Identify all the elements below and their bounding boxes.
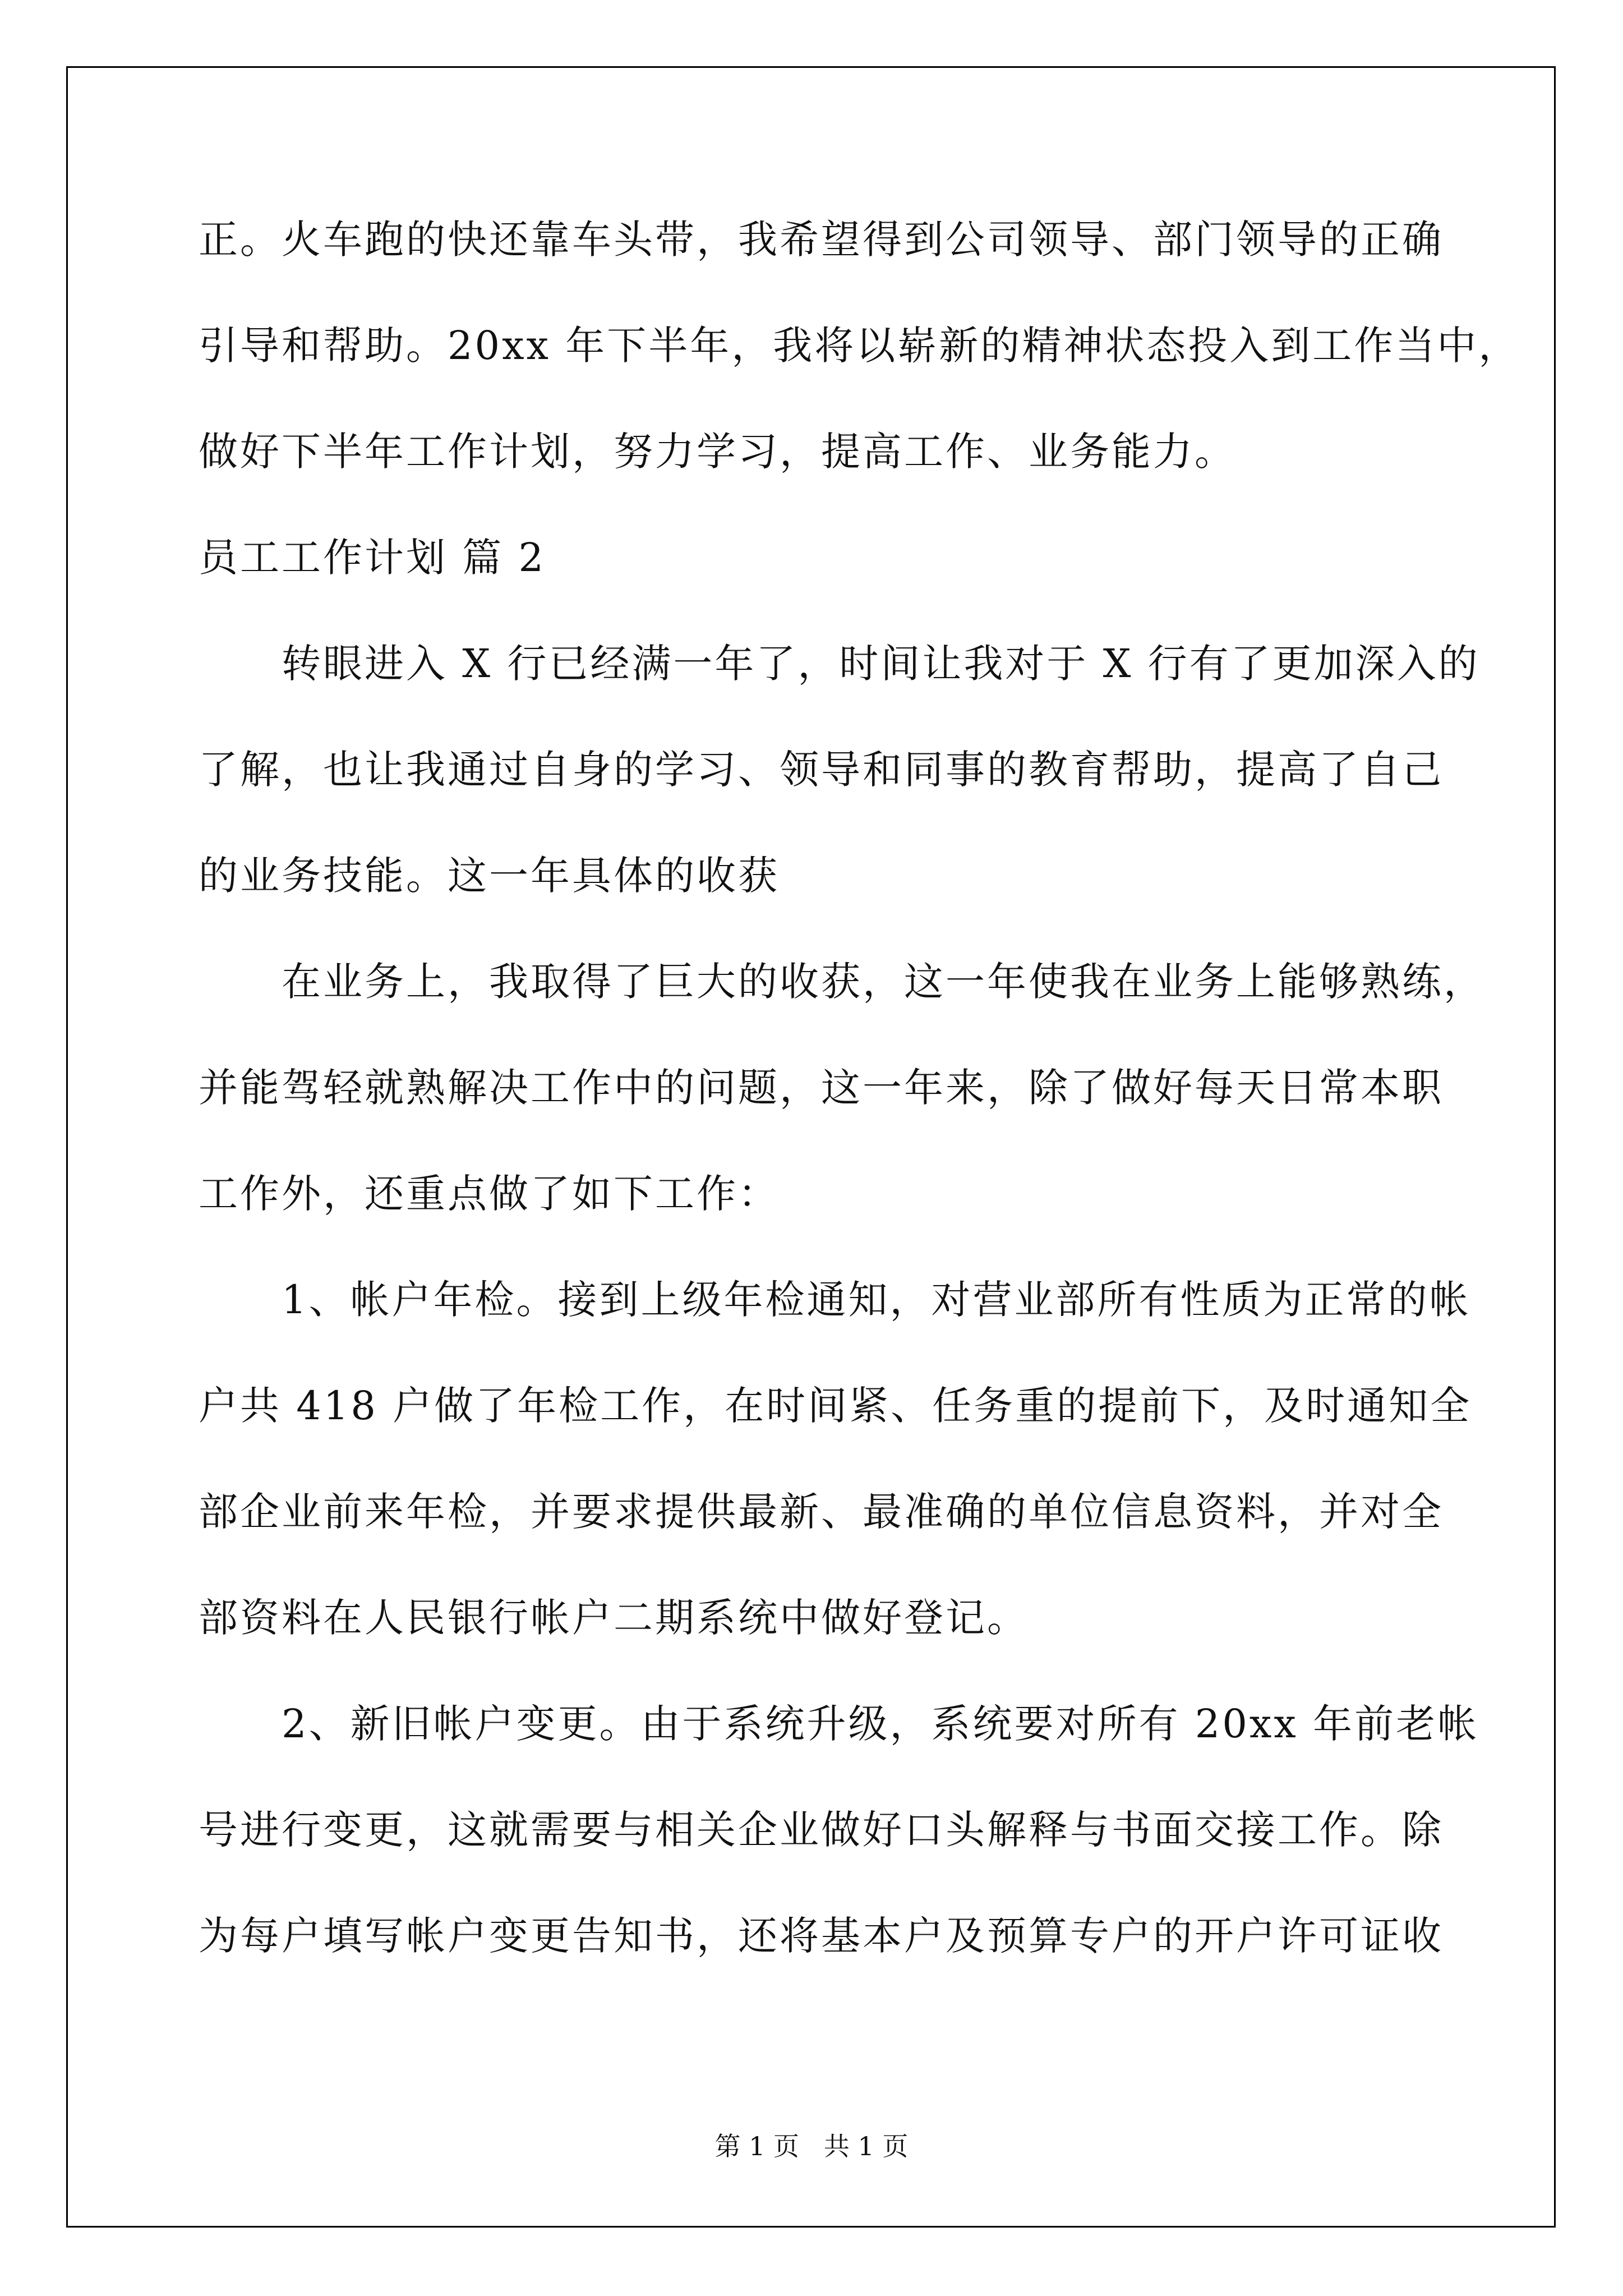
document-body: [199, 217, 1520, 2022]
text-line: 并能驾轻就熟解决工作中的问题，这一年来，除了做好每天日常本职: [199, 1065, 1444, 1111]
text-line: 户共 418 户做了年检工作，在时间紧、任务重的提前下，及时通知全: [199, 1383, 1472, 1429]
text-line: 2、新旧帐户变更。由于系统升级，系统要对所有 20xx 年前老帐: [282, 1701, 1479, 1747]
text-line: 的业务技能。这一年具体的收获: [199, 853, 780, 899]
text-line: 1、帐户年检。接到上级年检通知，对营业部所有性质为正常的帐: [282, 1277, 1471, 1323]
text-line: 号进行变更，这就需要与相关企业做好口头解释与书面交接工作。除: [199, 1807, 1444, 1853]
text-line: 部资料在人民银行帐户二期系统中做好登记。: [199, 1595, 1029, 1641]
section-heading: 员工工作计划 篇 2: [199, 535, 546, 581]
text-line: 工作外，还重点做了如下工作：: [199, 1171, 780, 1217]
text-line: 在业务上，我取得了巨大的收获，这一年使我在业务上能够熟练，: [282, 959, 1485, 1005]
text-line: 正。火车跑的快还靠车头带，我希望得到公司领导、部门领导的正确: [199, 217, 1444, 263]
page-footer: 第 1 页 共 1 页: [714, 2131, 909, 2161]
text-line: 转眼进入 X 行已经满一年了，时间让我对于 X 行有了更加深入的: [282, 641, 1480, 687]
text-line: 部企业前来年检，并要求提供最新、最准确的单位信息资料，并对全: [199, 1489, 1444, 1535]
text-line: 做好下半年工作计划，努力学习，提高工作、业务能力。: [199, 429, 1236, 475]
text-line: 为每户填写帐户变更告知书，还将基本户及预算专户的开户许可证收: [199, 1913, 1444, 1959]
text-line: 了解，也让我通过自身的学习、领导和同事的教育帮助，提高了自己: [199, 747, 1444, 793]
text-line: 引导和帮助。20xx 年下半年，我将以崭新的精神状态投入到工作当中，: [199, 323, 1520, 369]
